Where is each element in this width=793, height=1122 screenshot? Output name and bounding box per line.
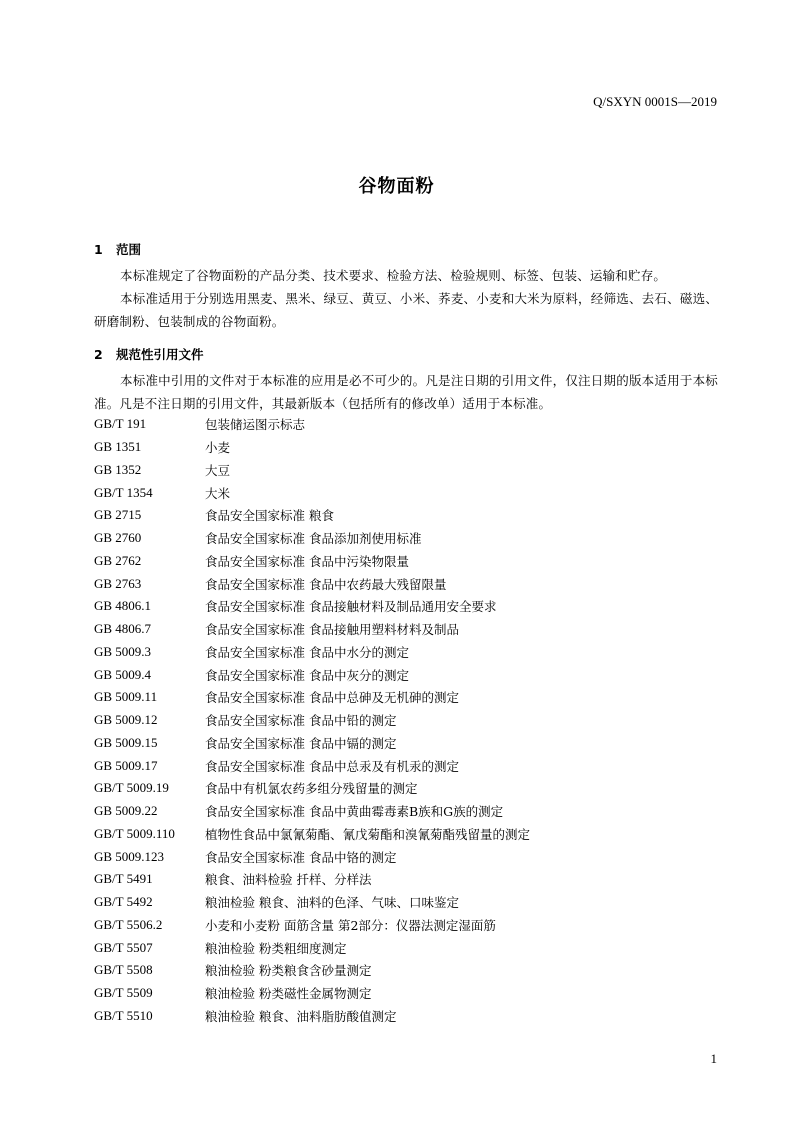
reference-row <box>94 732 718 755</box>
reference-row <box>94 413 718 436</box>
reference-row <box>94 527 718 550</box>
reference-row <box>94 572 718 595</box>
reference-code: GB/T 5491 <box>94 871 153 887</box>
reference-row <box>94 982 718 1005</box>
section-heading-scope <box>94 240 141 258</box>
document-title: 谷物面粉 <box>358 176 435 197</box>
reference-name: 食品安全国家标准 食品中灰分的测定 <box>205 667 409 683</box>
reference-row <box>94 686 718 709</box>
reference-name: 食品安全国家标准 食品中铬的测定 <box>205 849 397 865</box>
reference-code: GB 5009.22 <box>94 803 158 819</box>
reference-code: GB 2760 <box>94 530 142 546</box>
reference-row <box>94 663 718 686</box>
reference-name: 粮油检验 粉类磁性金属物测定 <box>205 986 372 1002</box>
reference-row <box>94 481 718 504</box>
reference-code: GB 5009.4 <box>94 666 152 682</box>
reference-code: GB 5009.11 <box>94 689 158 705</box>
reference-name: 食品安全国家标准 食品中水分的测定 <box>205 644 409 660</box>
reference-row <box>94 936 718 959</box>
reference-name: 小麦 <box>205 440 231 456</box>
reference-code: GB/T 1354 <box>94 484 153 500</box>
reference-row <box>94 959 718 982</box>
reference-name: 食品安全国家标准 食品添加剂使用标准 <box>205 531 422 547</box>
reference-name: 食品安全国家标准 食品中黄曲霉毒素B族和G族的测定 <box>205 804 504 820</box>
section-heading-normative-references <box>94 345 204 363</box>
reference-row <box>94 504 718 527</box>
reference-code: GB 2762 <box>94 552 142 568</box>
page-number: 1 <box>710 1051 717 1066</box>
reference-name: 食品安全国家标准 食品中镉的测定 <box>205 735 397 751</box>
reference-code: GB/T 5508 <box>94 962 153 978</box>
reference-name: 粮食、油料检验 扦样、分样法 <box>205 872 372 888</box>
reference-name: 食品安全国家标准 食品中农药最大残留限量 <box>205 576 447 592</box>
reference-name: 食品安全国家标准 食品接触材料及制品通用安全要求 <box>205 599 497 615</box>
reference-code: GB/T 191 <box>94 416 147 432</box>
reference-name: 大豆 <box>205 462 231 478</box>
reference-name: 食品安全国家标准 食品中铅的测定 <box>205 713 397 729</box>
reference-name: 粮油检验 粉类粮食含砂量测定 <box>205 963 372 979</box>
section-number: 1 <box>94 242 103 257</box>
references-intro-paragraph: 本标准中引用的文件对于本标准的应用是必不可少的。凡是注日期的引用文件，仅注日期的版本适用于本标准。凡是不注日期的引用文件，其最新版本（包括所有的修改单）适用于本标准。 <box>94 373 718 411</box>
reference-name: 大米 <box>205 485 231 501</box>
reference-row <box>94 618 718 641</box>
reference-name: 植物性食品中氯氰菊酯、氰戊菊酯和溴氰菊酯残留量的测定 <box>205 826 531 842</box>
reference-row <box>94 641 718 664</box>
reference-row <box>94 754 718 777</box>
reference-name: 粮油检验 粮食、油料的色泽、气味、口味鉴定 <box>205 895 459 911</box>
reference-list <box>94 413 718 1027</box>
reference-code: GB/T 5506.2 <box>94 916 163 932</box>
reference-code: GB 5009.15 <box>94 734 158 750</box>
reference-name: 食品安全国家标准 食品接触用塑料材料及制品 <box>205 622 459 638</box>
reference-name: 小麦和小麦粉 面筋含量 第2部分：仪器法测定湿面筋 <box>205 917 496 933</box>
reference-code: GB 4806.7 <box>94 621 152 637</box>
reference-name: 包装储运图示标志 <box>205 417 306 433</box>
reference-row <box>94 914 718 937</box>
reference-row <box>94 595 718 618</box>
reference-code: GB 5009.3 <box>94 643 152 659</box>
section-number: 2 <box>94 347 103 362</box>
reference-code: GB/T 5009.110 <box>94 825 175 841</box>
reference-name: 粮油检验 粉类粗细度测定 <box>205 940 347 956</box>
scope-paragraph-1: 本标准规定了谷物面粉的产品分类、技术要求、检验方法、检验规则、标签、包装、运输和贮存。 <box>120 268 667 283</box>
reference-row <box>94 459 718 482</box>
reference-code: GB/T 5509 <box>94 985 153 1001</box>
reference-code: GB 2763 <box>94 575 142 591</box>
reference-row <box>94 800 718 823</box>
reference-row <box>94 550 718 573</box>
reference-name: 食品安全国家标准 食品中总砷及无机砷的测定 <box>205 690 459 706</box>
reference-code: GB 5009.17 <box>94 757 158 773</box>
reference-code: GB/T 5510 <box>94 1007 153 1023</box>
reference-code: GB/T 5009.19 <box>94 780 169 796</box>
reference-code: GB 1351 <box>94 439 142 455</box>
reference-row <box>94 823 718 846</box>
reference-row <box>94 436 718 459</box>
scope-paragraph-2: 本标准适用于分别选用黑麦、黑米、绿豆、黄豆、小米、荞麦、小麦和大米为原料，经筛选、去石、磁选、研磨制粉、包装制成的谷物面粉。 <box>94 291 718 329</box>
reference-row <box>94 709 718 732</box>
reference-name: 粮油检验 粮食、油料脂肪酸值测定 <box>205 1008 397 1024</box>
reference-code: GB 5009.123 <box>94 848 165 864</box>
standard-code: Q/SXYN 0001S—2019 <box>593 94 717 109</box>
reference-row <box>94 845 718 868</box>
reference-code: GB 4806.1 <box>94 598 152 614</box>
reference-code: GB/T 5507 <box>94 939 153 955</box>
reference-row <box>94 777 718 800</box>
reference-row <box>94 868 718 891</box>
reference-name: 食品中有机氯农药多组分残留量的测定 <box>205 781 418 797</box>
reference-row <box>94 891 718 914</box>
reference-code: GB 5009.12 <box>94 712 158 728</box>
reference-name: 食品安全国家标准 食品中总汞及有机汞的测定 <box>205 758 459 774</box>
reference-row <box>94 1005 718 1028</box>
section-title: 规范性引用文件 <box>116 347 204 362</box>
reference-code: GB 1352 <box>94 461 142 477</box>
reference-code: GB/T 5492 <box>94 894 153 910</box>
reference-name: 食品安全国家标准 粮食 <box>205 508 334 524</box>
reference-name: 食品安全国家标准 食品中污染物限量 <box>205 553 409 569</box>
reference-code: GB 2715 <box>94 507 142 523</box>
section-title: 范围 <box>116 242 142 257</box>
